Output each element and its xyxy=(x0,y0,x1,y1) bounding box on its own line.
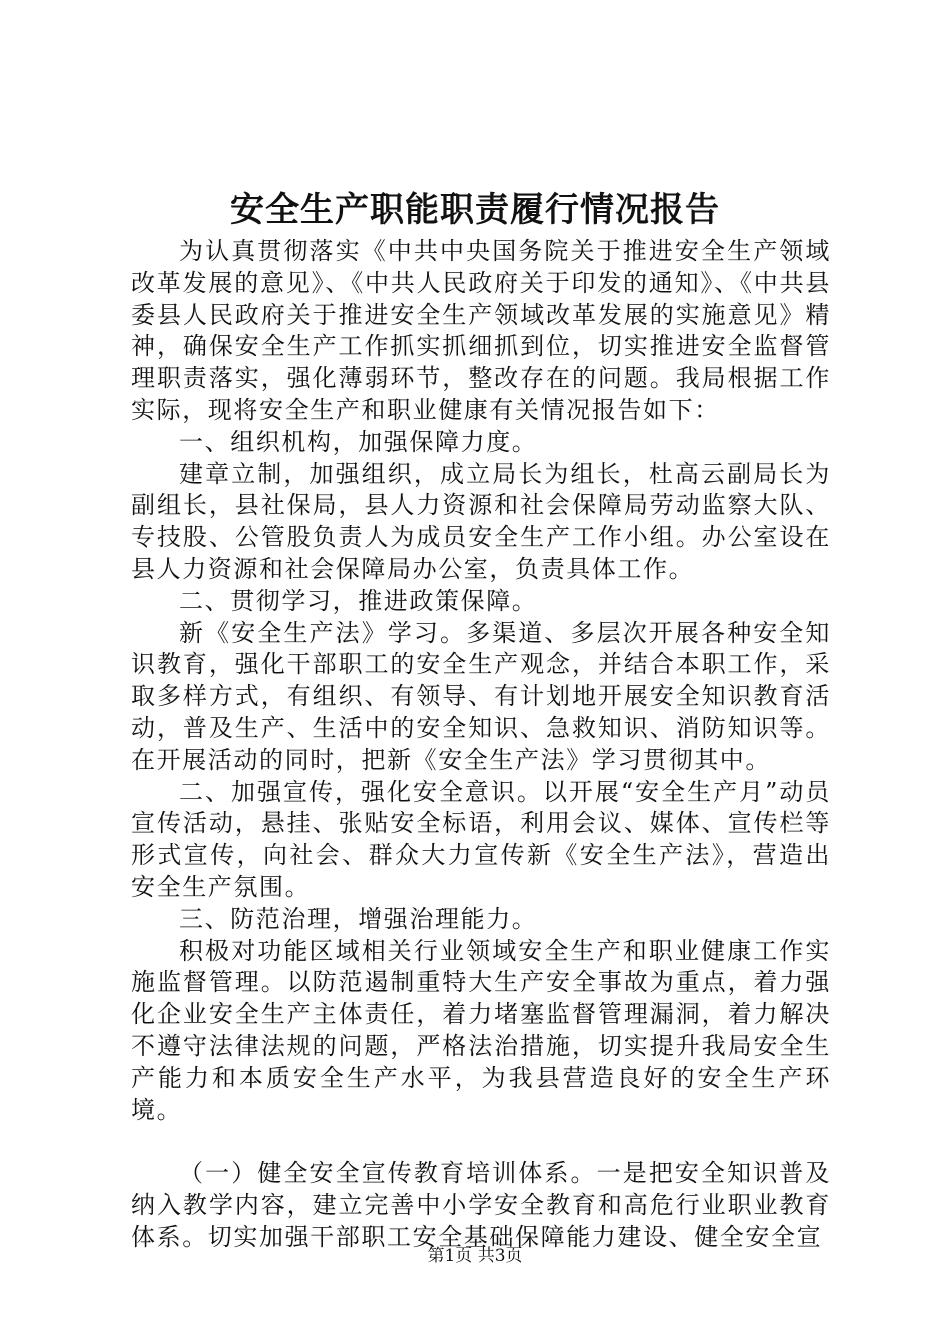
document-body xyxy=(131,236,831,1254)
document-title: 安全生产职能职责履行情况报告 xyxy=(230,190,720,230)
paragraph-organization: 建章立制，加强组织，成立局长为组长，杜高云副局长为副组长，县社保局，县人力资源和社会保障局劳动监察大队、专技股、公管股负责人为成员安全生产工作小组。办公室设在县人力资源和社会保障局办公室，负责具体工作。 xyxy=(131,459,831,583)
heading-prevention: 三、防范治理，增强治理能力。 xyxy=(179,904,538,933)
heading-organization: 一、组织机构，加强保障力度。 xyxy=(179,427,538,456)
paragraph-publicity: 二、加强宣传，强化安全意识。以开展“安全生产月”动员宣传活动，悬挂、张贴安全标语，利用会议、媒体、宣传栏等形式宣传，向社会、群众大力宣传新《安全生产法》，营造出安全生产氛围。 xyxy=(131,777,831,901)
paragraph-study: 新《安全生产法》学习。多渠道、多层次开展各种安全知识教育，强化干部职工的安全生产观念，并结合本职工作，采取多样方式，有组织、有领导、有计划地开展安全知识教育活动，普及生产、生活中的安全知识、急救知识、消防知识等。在开展活动的同时，把新《安全生产法》学习贯彻其中。 xyxy=(131,618,831,774)
paragraph-intro: 为认真贯彻落实《中共中央国务院关于推进安全生产领域改革发展的意见》、《中共人民政府关于印发的通知》、《中共县委县人民政府关于推进安全生产领域改革发展的实施意见》精神，确保安全生产工作抓实抓细抓到位，切实推进安全监督管理职责落实，强化薄弱环节，整改存在的问题。我局根据工作实际，现将安全生产和职业健康有关情况报告如下： xyxy=(131,237,831,424)
heading-study: 二、贯彻学习，推进政策保障。 xyxy=(179,586,538,615)
paragraph-training-system: （一）健全安全宣传教育培训体系。一是把安全知识普及纳入教学内容，建立完善中小学安全教育和高危行业职业教育体系。切实加强干部职工安全基础保障能力建设、健全安全宣 xyxy=(131,1159,831,1251)
page-footer: 第1页 共3页 xyxy=(427,1246,523,1266)
paragraph-prevention: 积极对功能区域相关行业领域安全生产和职业健康工作实施监督管理。以防范遏制重特大生产安全事故为重点，着力强化企业安全生产主体责任，着力堵塞监督管理漏洞，着力解决不遵守法律法规的问题，严格法治措施，切实提升我局安全生产能力和本质安全生产水平，为我县营造良好的安全生产环境。 xyxy=(131,936,831,1124)
